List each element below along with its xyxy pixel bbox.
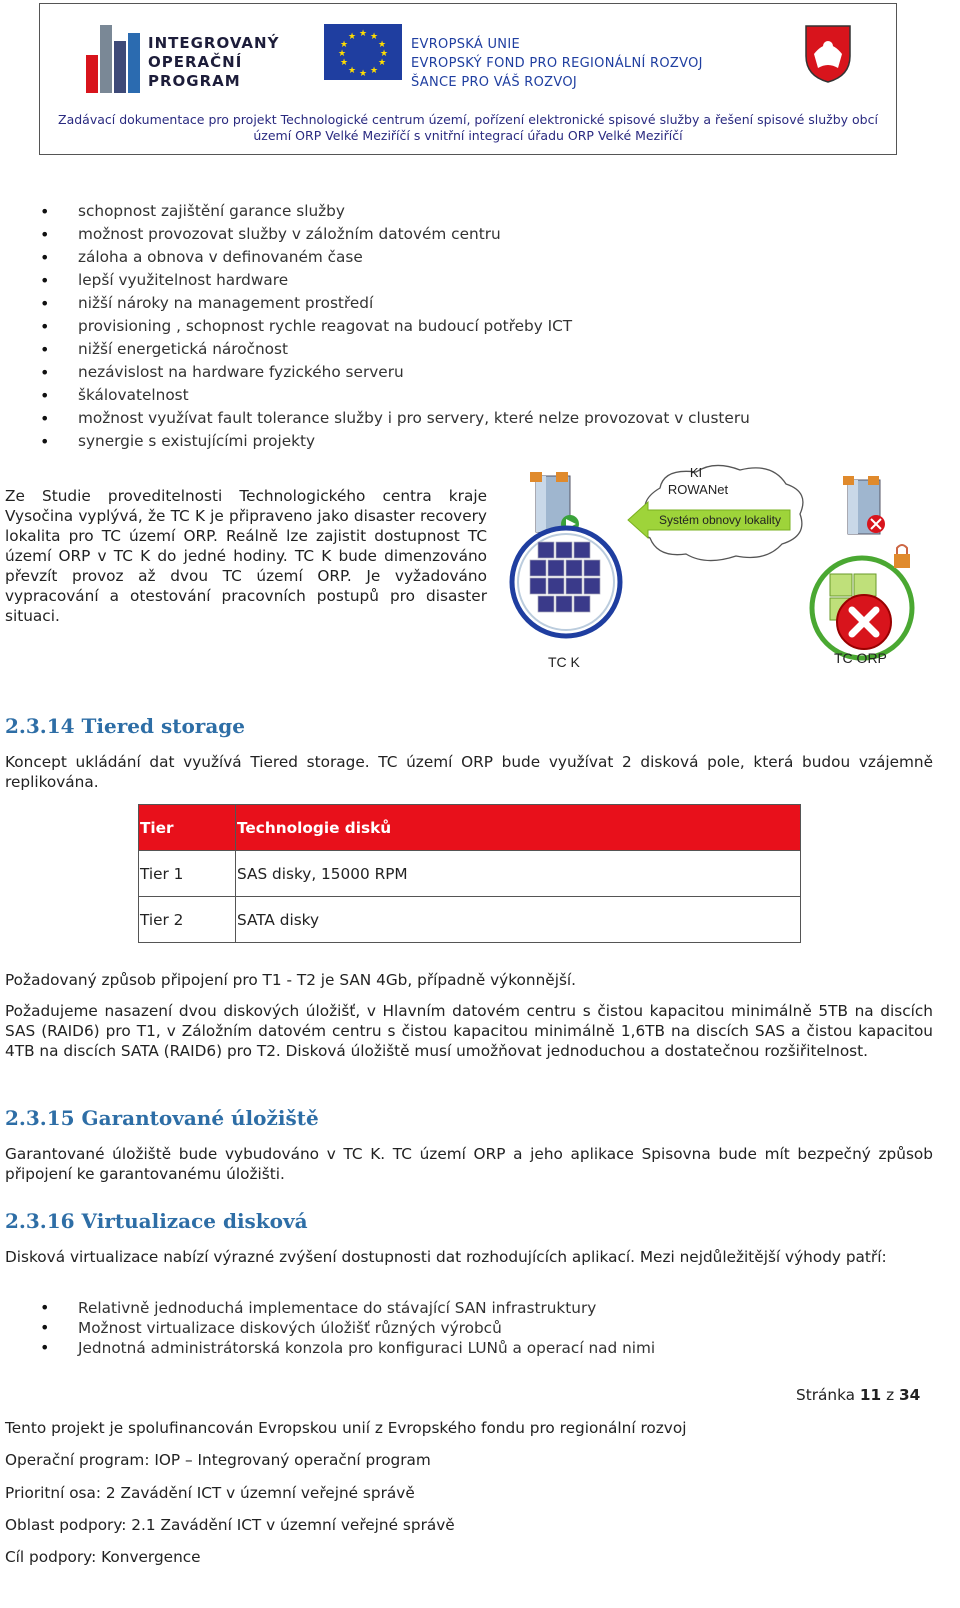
label-tc-orp: TC ORP xyxy=(834,650,887,666)
tiered-storage-paragraph: Koncept ukládání dat využívá Tiered storage. TC území ORP bude využívat 2 disková pole, která budou vzájemně replikována. xyxy=(5,753,933,791)
list-item: • provisioning , schopnost rychle reagovat na budoucí potřeby ICT xyxy=(0,315,900,338)
svg-text:★: ★ xyxy=(379,49,389,59)
iop-logo-bars xyxy=(86,25,142,93)
label-tc-k: TC K xyxy=(548,654,580,670)
list-item: • nižší energetická náročnost xyxy=(0,338,900,361)
footer-cofinancing: Tento projekt je spolufinancován Evropskou unií z Evropského fondu pro regionální rozvoj xyxy=(5,1419,687,1437)
svg-text:★: ★ xyxy=(377,58,387,68)
disaster-recovery-diagram xyxy=(500,462,940,682)
list-item: • lepší využitelnost hardware xyxy=(0,269,900,292)
heading-2-3-16: 2.3.16 Virtualizace disková xyxy=(5,1209,308,1233)
server-left-icon xyxy=(530,472,579,533)
requirements-paragraph: Požadujeme nasazení dvou diskových úložišť, v Hlavním datovém centru s čistou kapacitou minimálně 5TB na discích SAS (RAID6) pro T1, v Záložním datovém centru s čistou kapacitou minimálně 1,6TB na discích SAS a čistou kapacitou 4TB na discích SATA (RAID6) pro T2. Disková úložiště musí umožňovat jednoduchou a dostatečnou rozšiřitelnost. xyxy=(5,1002,933,1060)
table-header-technology: Technologie disků xyxy=(236,805,801,851)
iop-logo-text: INTEGROVANÝ OPERAČNÍ PROGRAM xyxy=(148,34,280,90)
list-item: • Jednotná administrátorská konzola pro konfiguraci LUNů a operací nad nimi xyxy=(0,1338,900,1358)
footer-support-goal: Cíl podpory: Konvergence xyxy=(5,1548,201,1566)
tier-table xyxy=(138,804,801,943)
virtualization-benefits-list xyxy=(0,1298,900,1358)
list-item: • nižší nároky na management prostředí xyxy=(0,292,900,315)
list-item: • škálovatelnost xyxy=(0,384,900,407)
table-cell: Tier 2 xyxy=(139,897,236,943)
svg-text:★: ★ xyxy=(347,32,357,42)
svg-text:★: ★ xyxy=(377,40,387,50)
footer-support-area: Oblast podpory: 2.1 Zavádění ICT v územní veřejné správě xyxy=(5,1516,455,1534)
list-item: • možnost využívat fault tolerance služby i pro servery, které nelze provozovat v clusteru xyxy=(0,407,900,430)
arrow-label: Systém obnovy lokality xyxy=(658,513,782,527)
cloud-label-rowanet: ROWANet xyxy=(667,482,729,497)
benefits-list xyxy=(0,200,900,453)
guaranteed-storage-paragraph: Garantované úložiště bude vybudováno v TC K. TC území ORP a jeho aplikace Spisovna bude mít bezpečný způsob připojení ke garantovanému úložišti. xyxy=(5,1145,933,1183)
connection-paragraph: Požadovaný způsob připojení pro T1 - T2 je SAN 4Gb, případně výkonnější. xyxy=(5,971,577,989)
list-item: • Možnost virtualizace diskových úložišť různých výrobců xyxy=(0,1318,900,1338)
footer-program: Operační program: IOP – Integrovaný operační program xyxy=(5,1451,431,1469)
svg-text:★: ★ xyxy=(347,66,357,76)
heading-2-3-14: 2.3.14 Tiered storage xyxy=(5,714,246,738)
cloud-label-ki: KI xyxy=(689,465,703,480)
svg-text:★: ★ xyxy=(369,66,379,76)
svg-text:★: ★ xyxy=(358,69,368,79)
list-item: • záloha a obnova v definovaném čase xyxy=(0,246,900,269)
table-header-tier: Tier xyxy=(139,805,236,851)
header-subtitle: Zadávací dokumentace pro projekt Technologické centrum území, pořízení elektronické spisové služby a řešení spisové služby obcí území ORP Velké Meziříčí s vnitřní integrací úřadu ORP Velké Meziříčí xyxy=(58,112,878,143)
heading-2-3-15: 2.3.15 Garantované úložiště xyxy=(5,1106,319,1130)
eu-text: EVROPSKÁ UNIE EVROPSKÝ FOND PRO REGIONÁLNÍ ROZVOJ ŠANCE PRO VÁŠ ROZVOJ xyxy=(411,37,703,90)
list-item: • schopnost zajištění garance služby xyxy=(0,200,900,223)
table-row xyxy=(139,897,801,943)
lock-icon xyxy=(894,545,910,568)
list-item: • synergie s existujícími projekty xyxy=(0,430,900,453)
server-right-icon xyxy=(843,476,885,534)
svg-text:★: ★ xyxy=(339,58,349,68)
table-cell: SATA disky xyxy=(236,897,801,943)
svg-text:★: ★ xyxy=(339,40,349,50)
virtualization-paragraph: Disková virtualizace nabízí výrazné zvýšení dostupnosti dat rozhodujících aplikací. Mezi nejdůležitější výhody patří: xyxy=(5,1248,887,1266)
list-item: • možnost provozovat služby v záložním datovém centru xyxy=(0,223,900,246)
svg-text:★: ★ xyxy=(337,49,347,59)
svg-text:★: ★ xyxy=(358,29,368,39)
list-item: • Relativně jednoduchá implementace do stávající SAN infrastruktury xyxy=(0,1298,900,1318)
table-row xyxy=(139,851,801,897)
svg-text:★: ★ xyxy=(369,32,379,42)
page-number: Stránka 11 z 34 xyxy=(796,1386,921,1404)
footer-priority-axis: Prioritní osa: 2 Zavádění ICT v územní veřejné správě xyxy=(5,1484,415,1502)
eu-flag-icon xyxy=(324,24,402,80)
table-cell: SAS disky, 15000 RPM xyxy=(236,851,801,897)
city-crest-icon xyxy=(804,24,852,84)
table-header-row xyxy=(139,805,801,851)
studie-paragraph: Ze Studie proveditelnosti Technologického centra kraje Vysočina vyplývá, že TC K je připraveno jako disaster recovery lokalita pro TC území ORP. Reálně lze zajistit dostupnost TC území ORP v TC K do jedné hodiny. TC K bude dimenzováno převzít provoz až dvou TC území ORP. Je vyžadováno vypracování a otestování pracovních postupů pro disaster situaci. xyxy=(5,487,487,625)
table-cell: Tier 1 xyxy=(139,851,236,897)
list-item: • nezávislost na hardware fyzického serveru xyxy=(0,361,900,384)
